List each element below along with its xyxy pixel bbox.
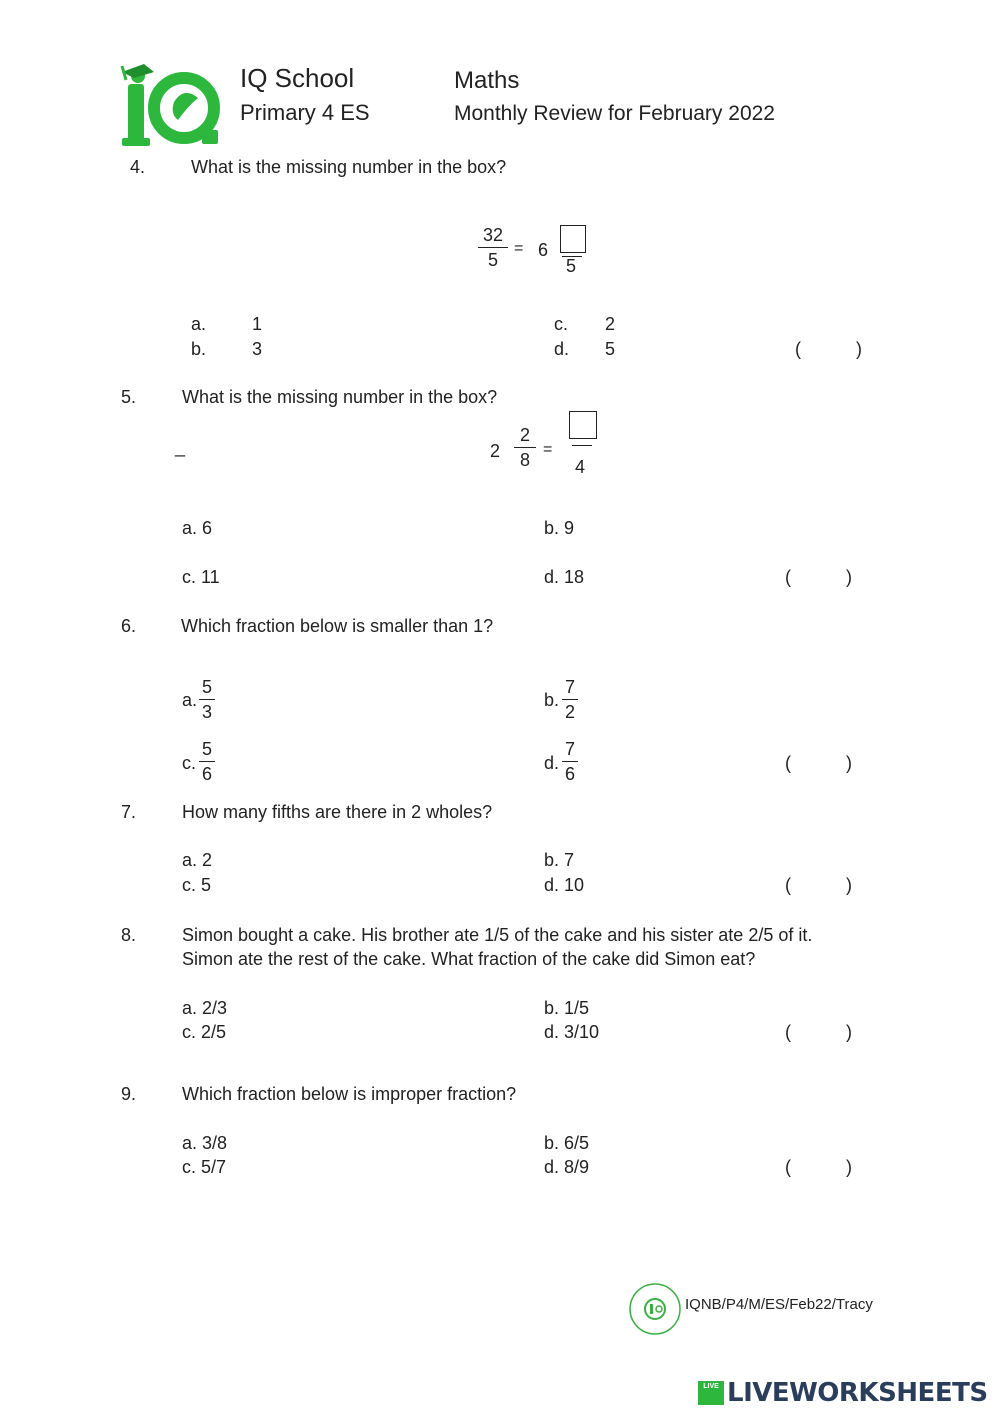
question-number: 5. <box>121 387 137 407</box>
option-c: c. 5/7 <box>182 1157 227 1177</box>
option-a: a. 6 <box>182 518 213 538</box>
option-c-label: c. <box>554 314 569 334</box>
answer-field[interactable] <box>796 874 844 896</box>
answer-paren-open: ( <box>785 1022 791 1042</box>
option-a-value: 1 <box>252 314 263 334</box>
answer-paren-open: ( <box>785 567 791 587</box>
question-text: What is the missing number in the box? <box>191 157 507 177</box>
answer-paren-open: ( <box>785 1157 791 1177</box>
whole-number: 2 <box>490 441 501 461</box>
option-c: c. 11 <box>182 567 220 587</box>
option-a: a. 3/8 <box>182 1133 228 1153</box>
option-d-fraction: 7 6 <box>562 738 578 785</box>
option-b-label: b. <box>544 690 560 710</box>
whole-number: 6 <box>538 240 549 260</box>
option-d-label: d. <box>544 753 560 773</box>
option-d: d. 18 <box>544 567 585 587</box>
live-badge: LIVE <box>698 1381 724 1405</box>
answer-paren-close: ) <box>846 567 852 587</box>
option-d-value: 5 <box>605 339 616 359</box>
question-text-line-2: Simon ate the rest of the cake. What fraction of the cake did Simon eat? <box>182 949 756 969</box>
option-d: d. 3/10 <box>544 1022 600 1042</box>
answer-field[interactable] <box>796 1021 844 1043</box>
answer-paren-open: ( <box>785 875 791 895</box>
grade-label: Primary 4 ES <box>240 100 370 125</box>
fraction-bar <box>572 445 592 446</box>
option-a-label: a. <box>191 314 207 334</box>
question-number: 7. <box>121 802 137 822</box>
option-d: d. 10 <box>544 875 585 895</box>
answer-paren-close: ) <box>856 339 862 359</box>
option-d-label: d. <box>554 339 570 359</box>
option-c-label: c. <box>182 753 197 773</box>
option-a: a. 2/3 <box>182 998 228 1018</box>
option-c: c. 2/5 <box>182 1022 227 1042</box>
option-b: b. 1/5 <box>544 998 590 1018</box>
document-code: IQNB/P4/M/ES/Feb22/Tracy <box>685 1296 873 1313</box>
subject-label: Maths <box>454 67 520 94</box>
option-a-fraction: 5 3 <box>199 676 215 723</box>
equals-sign: = <box>514 240 524 257</box>
option-c: c. 5 <box>182 875 212 895</box>
answer-paren-close: ) <box>846 1022 852 1042</box>
question-text-line-1: Simon bought a cake. His brother ate 1/5 of the cake and his sister ate 2/5 of it. <box>182 925 813 945</box>
question-number: 8. <box>121 925 137 945</box>
option-c-fraction: 5 6 <box>199 738 215 785</box>
review-title: Monthly Review for February 2022 <box>454 102 775 125</box>
answer-paren-close: ) <box>846 875 852 895</box>
fraction-lhs: 32 5 <box>478 224 508 271</box>
answer-paren-open: ( <box>785 753 791 773</box>
option-b-fraction: 7 2 <box>562 676 578 723</box>
school-logo <box>118 62 222 148</box>
question-number: 4. <box>130 157 146 177</box>
fraction-denominator: 4 <box>575 457 586 477</box>
answer-blank-box[interactable] <box>569 411 597 439</box>
option-d: d. 8/9 <box>544 1157 590 1177</box>
answer-blank-box[interactable] <box>560 225 586 253</box>
option-b: b. 6/5 <box>544 1133 590 1153</box>
brand-name: LIVEWORKSHEETS <box>727 1378 988 1408</box>
answer-field[interactable] <box>806 338 854 360</box>
liveworksheets-logo <box>698 1378 988 1408</box>
stray-mark: _ <box>175 437 186 457</box>
option-b: b. 7 <box>544 850 575 870</box>
question-number: 6. <box>121 616 137 636</box>
question-text: How many fifths are there in 2 wholes? <box>182 802 493 822</box>
answer-field[interactable] <box>796 1156 844 1178</box>
school-name: IQ School <box>240 63 355 93</box>
answer-field[interactable] <box>796 566 844 588</box>
question-text: Which fraction below is smaller than 1? <box>181 616 494 636</box>
answer-paren-open: ( <box>795 339 801 359</box>
option-b: b. 9 <box>544 518 575 538</box>
option-b-value: 3 <box>252 339 263 359</box>
approval-stamp <box>628 1282 682 1336</box>
answer-field[interactable] <box>796 752 844 774</box>
option-a: a. 2 <box>182 850 213 870</box>
fraction-lhs: 2 8 <box>514 424 536 471</box>
option-b-label: b. <box>191 339 207 359</box>
fraction-denominator: 5 <box>566 256 577 276</box>
option-c-value: 2 <box>605 314 616 334</box>
answer-paren-close: ) <box>846 753 852 773</box>
answer-paren-close: ) <box>846 1157 852 1177</box>
question-text: Which fraction below is improper fraction? <box>182 1084 517 1104</box>
question-number: 9. <box>121 1084 137 1104</box>
equals-sign: = <box>543 441 553 458</box>
option-a-label: a. <box>182 690 198 710</box>
question-text: What is the missing number in the box? <box>182 387 498 407</box>
